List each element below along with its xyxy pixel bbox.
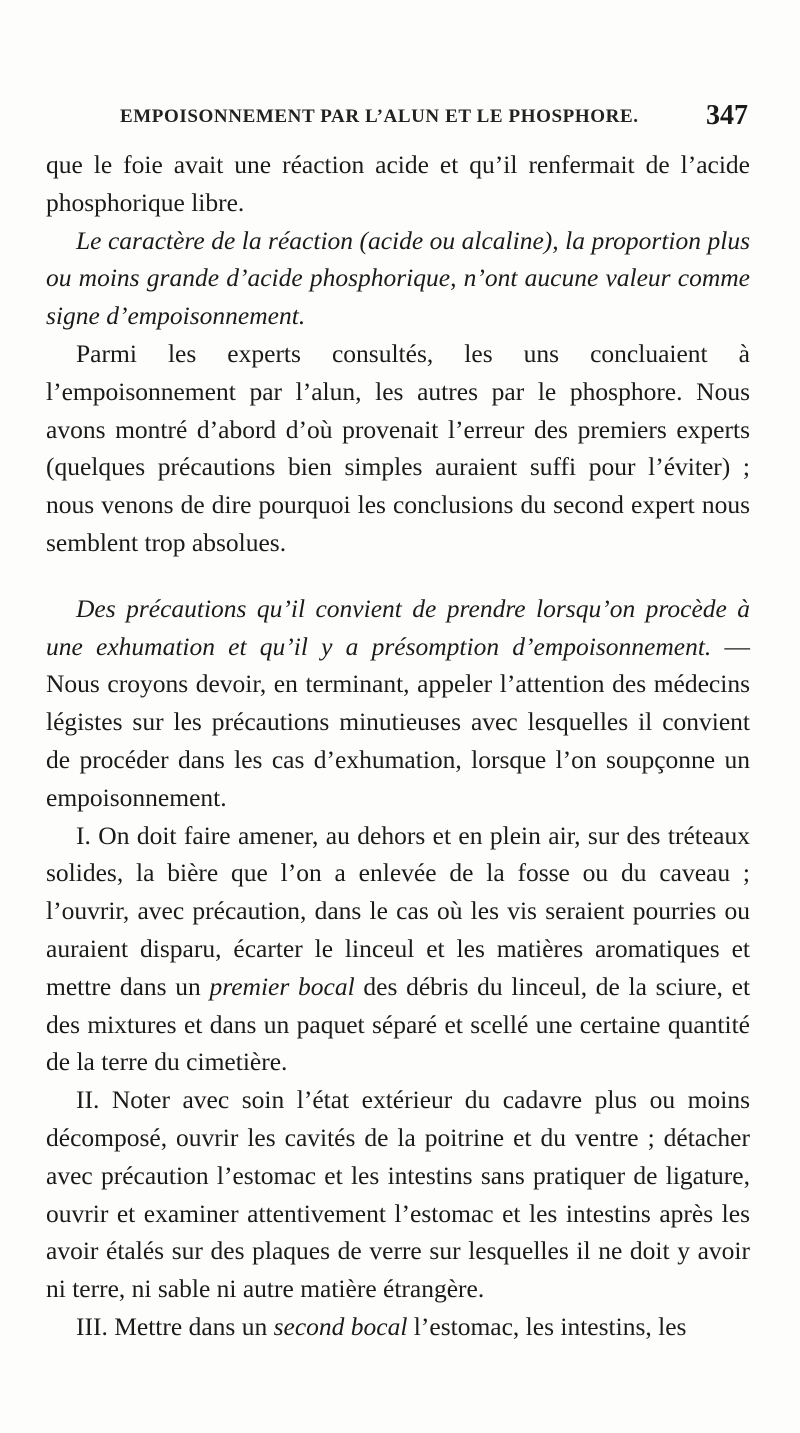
step-number: I.	[76, 820, 91, 850]
paragraph-text: Parmi les experts consultés, les uns concluaient à l’empoisonnement par l’alun, les autres par le phosphore. Nous avons montré d’abord d’où provenait l’erreur des premiers experts (quelques précautions bien simples auraient suffi pour l’éviter) ; nous venons de dire pourquoi les conclusions du second expert nous semblent trop absolues.	[46, 338, 750, 557]
paragraph-step-2	[46, 1081, 750, 1308]
paragraph-text: — Nous croyons devoir, en terminant, appeler l’attention des médecins légistes sur les précautions minutieuses avec lesquelles il convient de procéder dans les cas d’exhumation, lorsque l’on soupçonne un empoisonnement.	[46, 631, 750, 812]
page-header	[120, 100, 760, 140]
page-number: 347	[706, 100, 748, 131]
paragraph-liver-reaction	[46, 146, 750, 222]
paragraph-step-3	[46, 1308, 750, 1346]
finding-text: Le caractère de la réaction (acide ou alcaline), la proportion plus ou moins grande d’acide phosphorique, n’ont aucune valeur comme signe d’empoisonnement.	[46, 225, 750, 331]
step-number: III.	[76, 1311, 108, 1341]
paragraph-text: On doit faire amener, au dehors et en plein air, sur des tréteaux solides, la bière que l’on a enlevée de la fosse ou du caveau ; l’ouvrir, avec précaution, dans le cas où les vis seraient pourries ou auraient disparu, écarter le linceul et les matières aromatiques et mettre dans un	[46, 820, 750, 1001]
emphasis-text: second bocal	[273, 1311, 408, 1341]
paragraph-text: que le foie avait une réaction acide et qu’il renfermait de l’acide phosphorique libre.	[46, 150, 750, 217]
paragraph-text: Mettre dans un	[114, 1311, 268, 1341]
paragraph-precautions	[46, 590, 750, 817]
paragraph-step-1	[46, 817, 750, 1082]
emphasis-text: premier bocal	[209, 971, 355, 1001]
paragraph-experts	[46, 335, 750, 562]
page-body	[46, 146, 750, 1346]
paragraph-finding	[46, 222, 750, 335]
paragraph-text: des débris du linceul, de la sciure, et des mixtures et dans un paquet séparé et scellé une certaine quantité de la terre du cimetière.	[46, 971, 751, 1077]
paragraph-text: l’estomac, les intestins, les	[413, 1311, 687, 1341]
running-title: EMPOISONNEMENT PAR L’ALUN ET LE PHOSPHORE.	[120, 106, 639, 127]
paragraph-text: Noter avec soin l’état extérieur du cadavre plus ou moins décomposé, ouvrir les cavités de la poitrine et du ventre ; détacher avec précaution l’estomac et les intestins sans pratiquer de ligature, ouvrir et examiner attentivement l’estomac et les intestins après les avoir étalés sur des plaques de verre sur lesquelles il ne doit y avoir ni terre, ni sable ni autre matière étrangère.	[46, 1085, 750, 1304]
step-number: II.	[76, 1085, 100, 1115]
section-heading: Des précautions qu’il convient de prendre lorsqu’on procède à une exhumation et qu’il y a présomption d’empoisonnement.	[46, 593, 750, 661]
